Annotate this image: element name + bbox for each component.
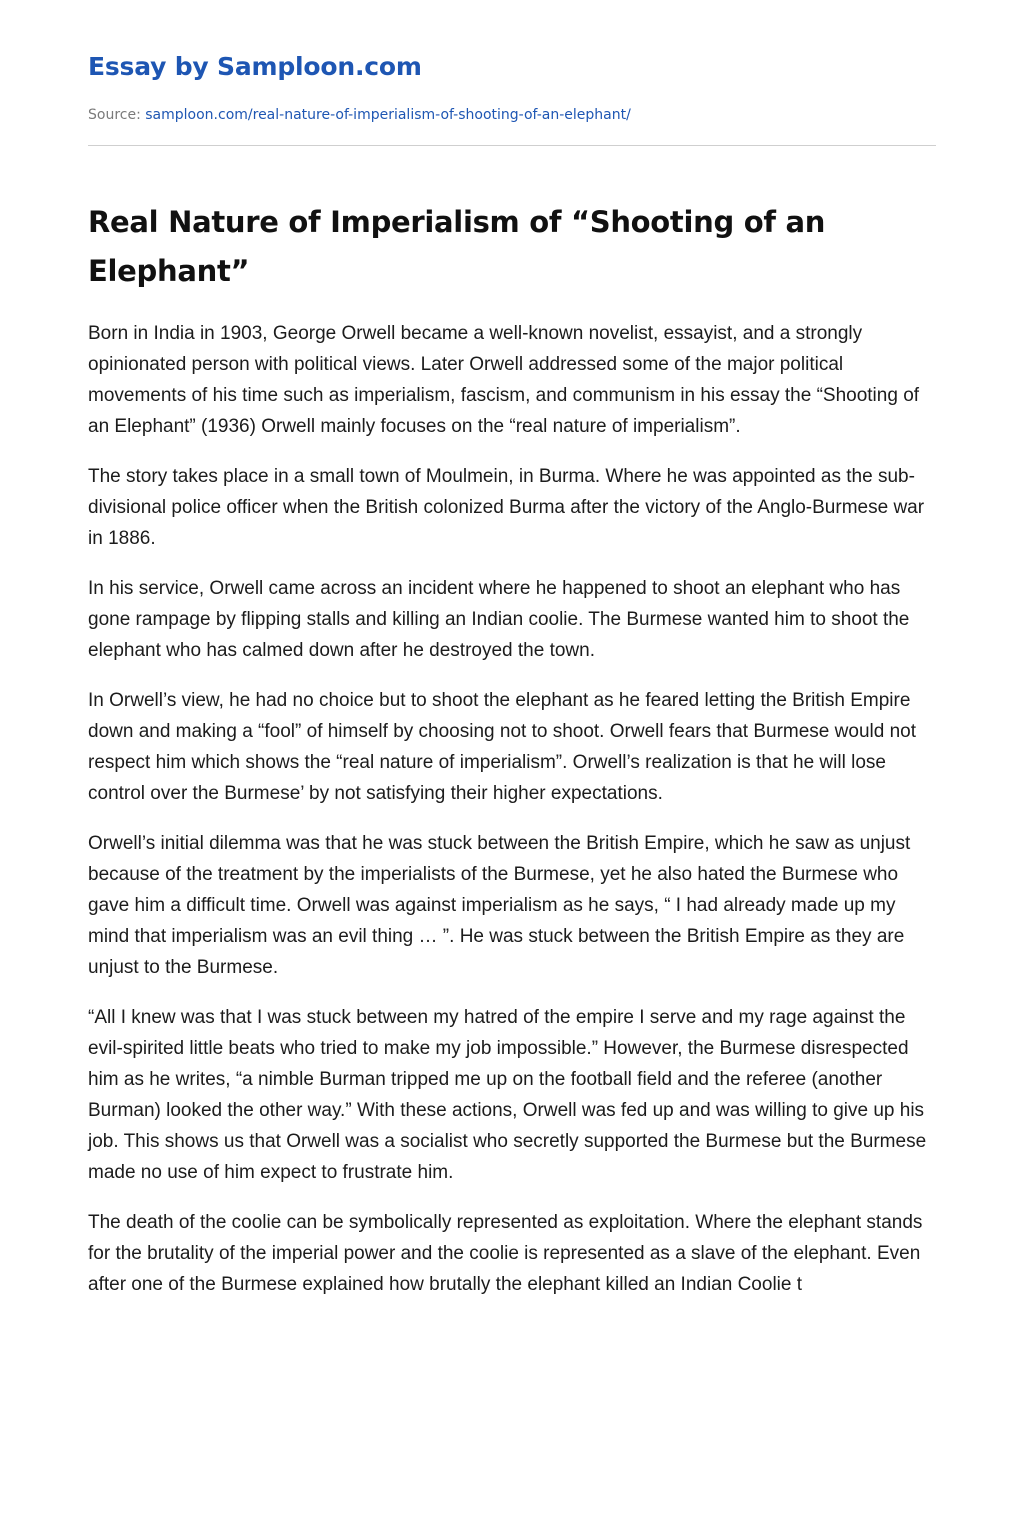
paragraph: The death of the coolie can be symbolically represented as exploitation. Where the elephant stands for the brutality of the imperial power and the coolie is represented as a slave of the elephant. Even after one of the Burmese explained how brutally the elephant killed an Indian Coolie t bbox=[88, 1212, 923, 1295]
essay-title: Real Nature of Imperialism of “Shooting of an Elephant” bbox=[88, 205, 826, 288]
source-link[interactable]: samploon.com/real-nature-of-imperialism-of-shooting-of-an-elephant/ bbox=[145, 107, 631, 123]
header-divider bbox=[88, 145, 936, 146]
paragraph: In his service, Orwell came across an incident where he happened to shoot an elephant who has gone rampage by flipping stalls and killing an Indian coolie. The Burmese wanted him to shoot the elephant who has calmed down after he destroyed the town. bbox=[88, 578, 910, 661]
essay-body bbox=[88, 318, 936, 1319]
site-brand-link[interactable]: Essay by Samploon.com bbox=[88, 52, 422, 81]
paragraph: Born in India in 1903, George Orwell became a well-known novelist, essayist, and a strongly opinionated person with political views. Later Orwell addressed some of the major political movements of his time such as imperialism, fascism, and communism in his essay the “Shooting of an Elephant” (1936) Orwell mainly focuses on the “real nature of imperialism”. bbox=[88, 323, 920, 437]
paragraph: The story takes place in a small town of Moulmein, in Burma. Where he was appointed as the sub-divisional police officer when the British colonized Burma after the victory of the Anglo-Burmese war in 1886. bbox=[88, 466, 925, 549]
source-line bbox=[88, 107, 631, 123]
paragraph: “All I knew was that I was stuck between my hatred of the empire I serve and my rage against the evil-spirited little beats who tried to make my job impossible.” However, the Burmese disrespected him as he writes, “a nimble Burman tripped me up on the football field and the referee (another Burman) looked the other way.” With these actions, Orwell was fed up and was willing to give up his job. This shows us that Orwell was a socialist who secretly supported the Burmese but the Burmese made no use of him expect to frustrate him. bbox=[88, 1007, 927, 1183]
source-label: Source: bbox=[88, 107, 141, 123]
paragraph: In Orwell’s view, he had no choice but to shoot the elephant as he feared letting the British Empire down and making a “fool” of himself by choosing not to shoot. Orwell fears that Burmese would not respect him which shows the “real nature of imperialism”. Orwell’s realization is that he will lose control over the Burmese’ by not satisfying their higher expectations. bbox=[88, 690, 916, 804]
paragraph: Orwell’s initial dilemma was that he was stuck between the British Empire, which he saw as unjust because of the treatment by the imperialists of the Burmese, yet he also hated the Burmese who gave him a difficult time. Orwell was against imperialism as he says, “ I had already made up my mind that imperialism was an evil thing … ”. He was stuck between the British Empire as they are unjust to the Burmese. bbox=[88, 833, 911, 978]
